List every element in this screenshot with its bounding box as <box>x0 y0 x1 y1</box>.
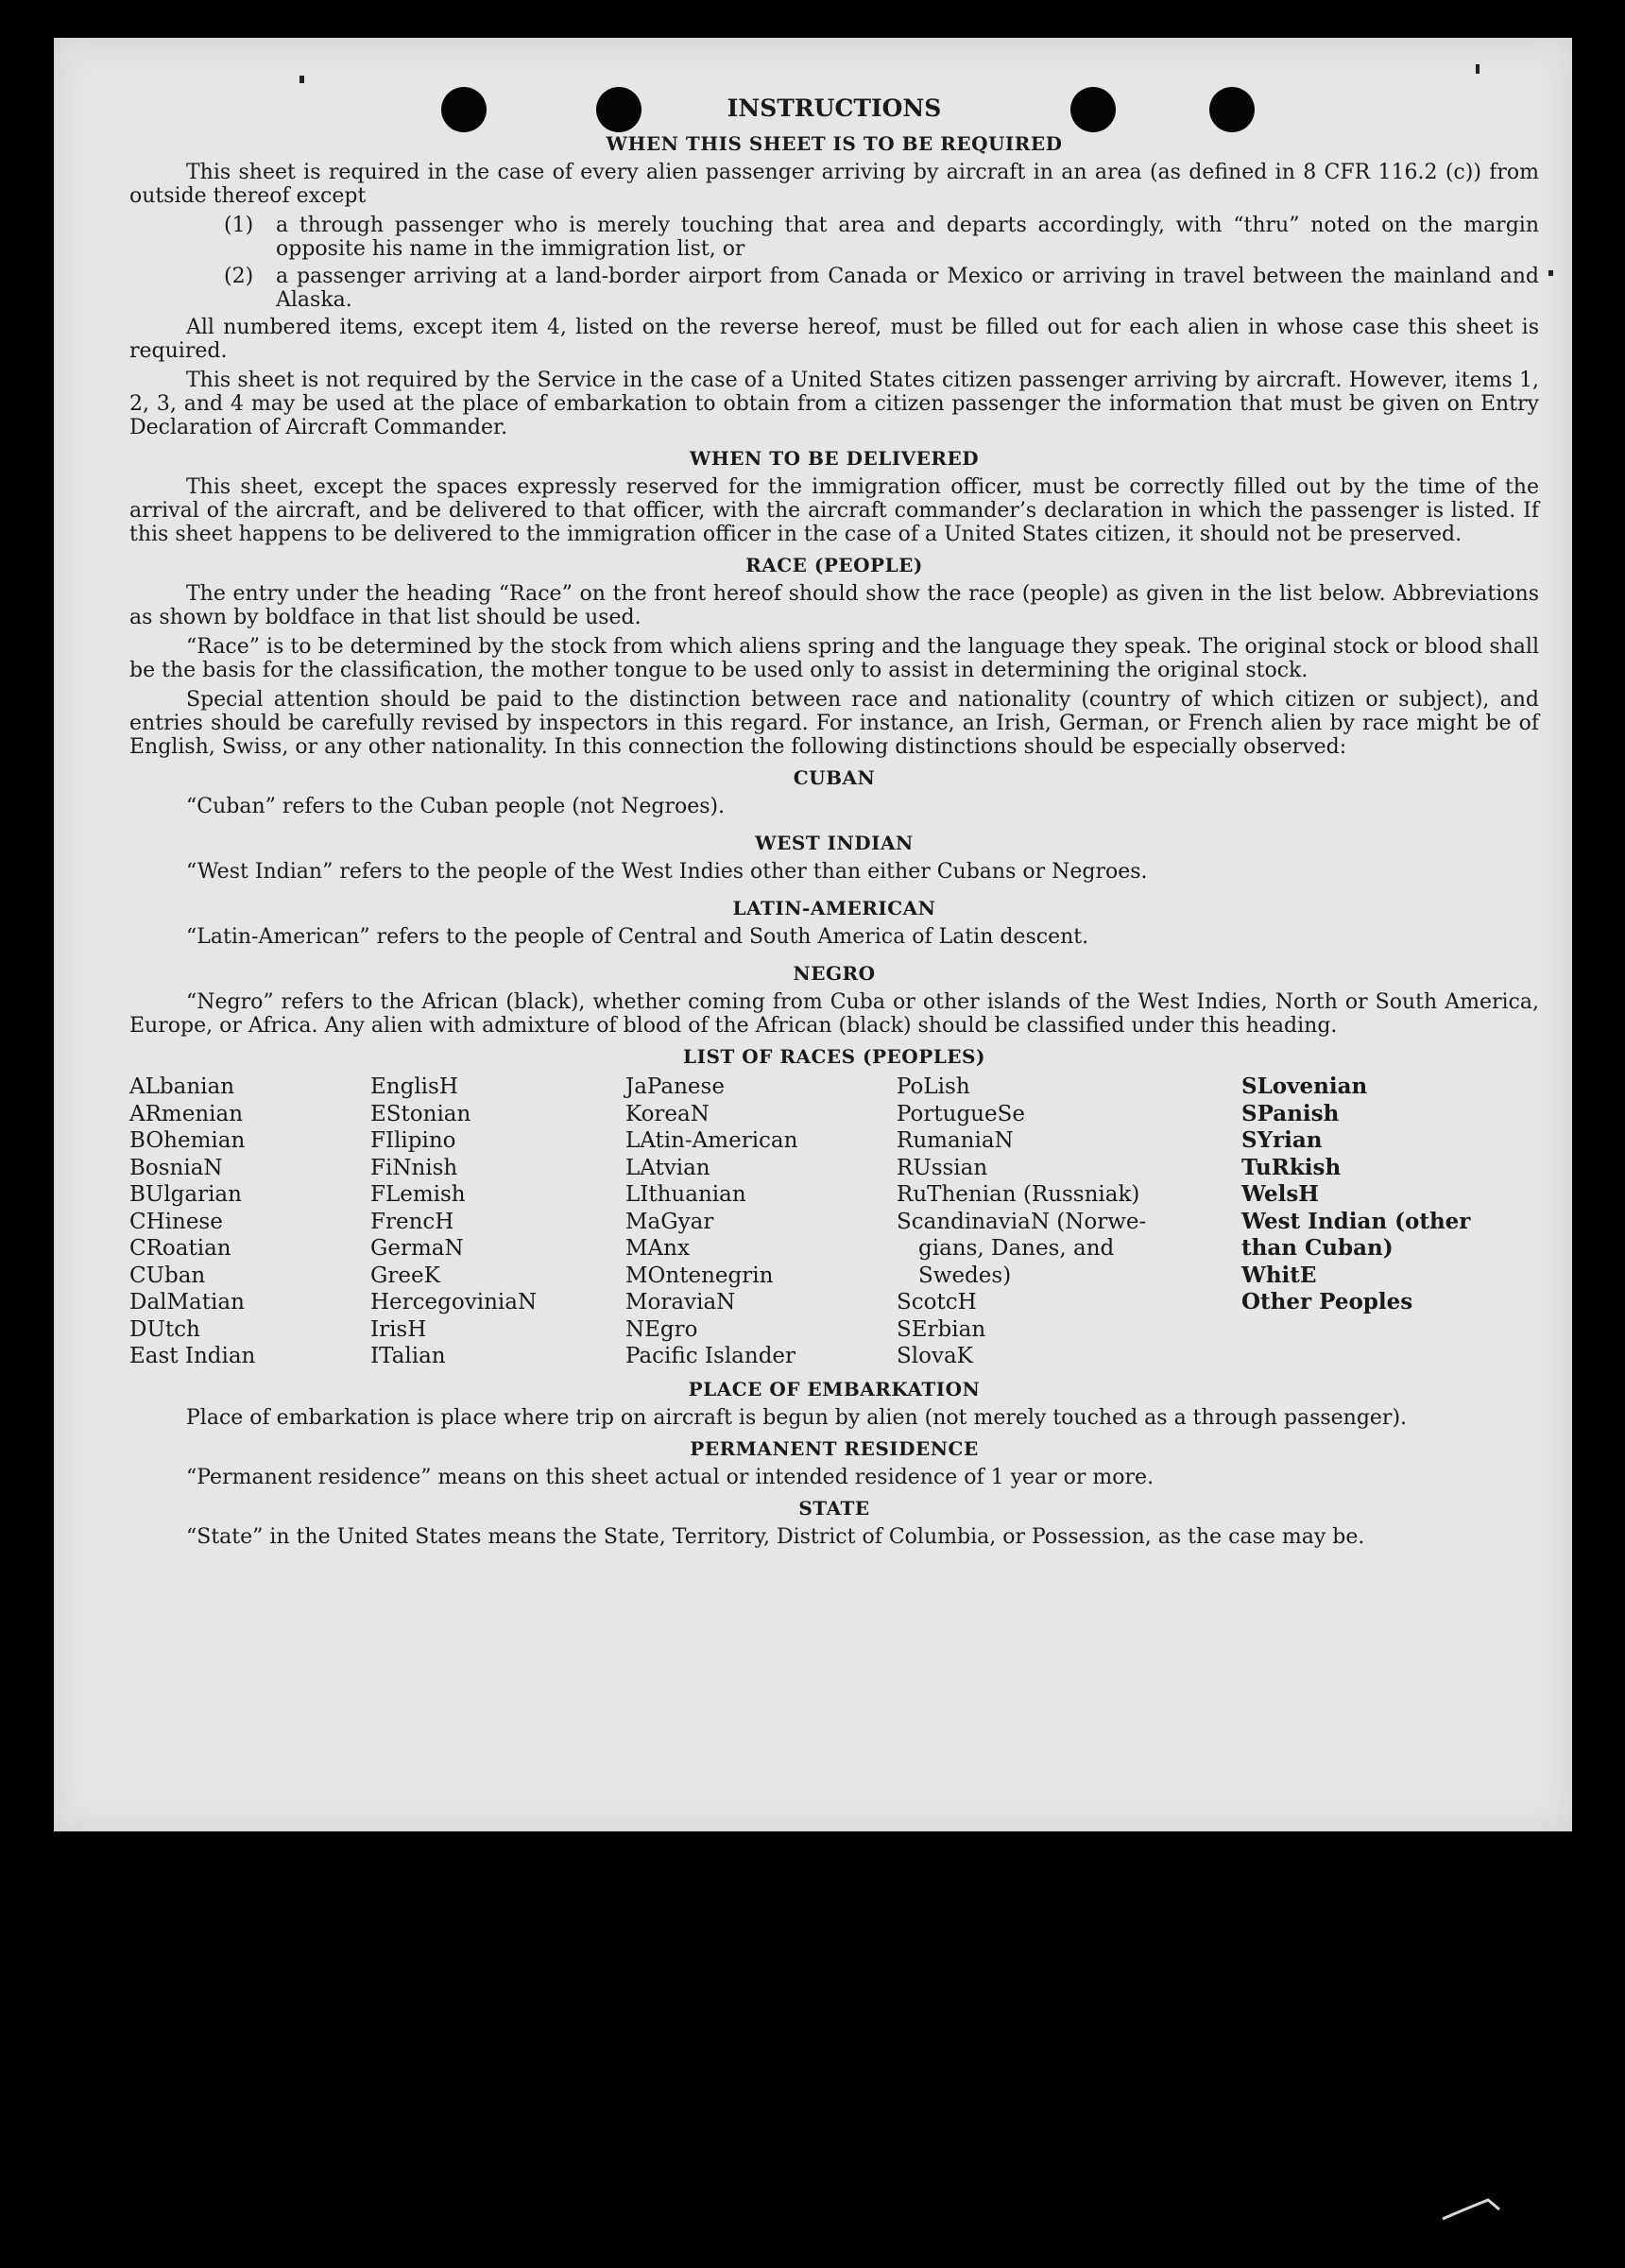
list-number: (2) <box>224 265 254 288</box>
race-entry: RUssian <box>897 1155 988 1180</box>
paragraph: This sheet, except the spaces expressly reserved for the immigration officer, must be correctly filled out by the time of the arrival of the aircraft, and be delivered to that officer, with the aircraft commander’s declaration in which the passenger is listed. If this sheet happens to be delivered to the immigration officer in the case of a United States citizen, it should not be preserved. <box>129 475 1539 546</box>
speck <box>299 76 304 83</box>
race-entry: Pacific Islander <box>625 1344 796 1368</box>
race-entry: ScotcH <box>897 1290 977 1314</box>
race-entry: gians, Danes, and <box>897 1236 1115 1261</box>
list-text: a passenger arriving at a land-border airport from Canada or Mexico or arriving in travel between the mainland and Alaska. <box>276 265 1539 312</box>
race-entry: NEgro <box>625 1316 698 1342</box>
definition: “Latin-American” refers to the people of Central and South America of Latin descent. <box>186 925 1089 949</box>
paragraph: This sheet is not required by the Service in the case of a United States citizen passenger arriving by aircraft. However, items 1, 2, 3, and 4 may be used at the place of embarkation to obtain from a citizen passenger the information that must be given on Entry Declaration of Aircraft Commander. <box>129 369 1539 439</box>
race-entry: ARmenian <box>129 1101 244 1126</box>
race-entry: LAtin-American <box>625 1128 798 1153</box>
subheading-cuban: CUBAN <box>793 766 876 789</box>
race-entry: TuRkish <box>1241 1154 1342 1180</box>
race-entry: CHinese <box>129 1209 223 1234</box>
speck <box>1476 64 1480 74</box>
race-entry: ITalian <box>370 1344 446 1368</box>
stray-mark <box>1441 2191 1516 2228</box>
section-heading-race: RACE (PEOPLE) <box>745 554 923 576</box>
paragraph: “State” in the United States means the State, Territory, District of Columbia, or Possession, as the case may be. <box>186 1524 1365 1549</box>
paragraph: “Permanent residence” means on this sheet actual or intended residence of 1 year or more. <box>186 1465 1155 1489</box>
races-column <box>625 1074 897 1370</box>
race-entry: FLemish <box>370 1182 466 1207</box>
race-entry: MOntenegrin <box>625 1263 774 1288</box>
race-entry: SYrian <box>1241 1127 1323 1153</box>
race-entry: FrencH <box>370 1209 454 1234</box>
race-entry: WhitE <box>1241 1262 1317 1288</box>
race-entry: SPanish <box>1241 1100 1340 1126</box>
race-entry: East Indian <box>129 1344 256 1368</box>
race-entry: FIlipino <box>370 1128 456 1153</box>
section-heading-embarkation: PLACE OF EMBARKATION <box>688 1377 981 1400</box>
list-item <box>224 265 1539 312</box>
race-entry: JaPanese <box>625 1074 725 1099</box>
list-item <box>224 214 1539 261</box>
section-heading-required: WHEN THIS SHEET IS TO BE REQUIRED <box>606 132 1063 155</box>
paragraph: “Race” is to be determined by the stock from which aliens spring and the language they speak. The original stock or blood shall be the basis for the classification, the mother tongue to be used only to assist in determining the original stock. <box>129 635 1539 682</box>
race-entry: MoraviaN <box>625 1290 736 1314</box>
race-entry: RumaniaN <box>897 1128 1014 1153</box>
paragraph: All numbered items, except item 4, listed on the reverse hereof, must be filled out for each alien in whose case this sheet is required. <box>129 316 1539 363</box>
paragraph: Place of embarkation is place where trip on aircraft is begun by alien (not merely touched as a through passenger). <box>186 1405 1408 1430</box>
instruction-sheet <box>54 38 1572 1831</box>
list-text: a through passenger who is merely touching that area and departs accordingly, with “thru” noted on the margin opposite his name in the immigration list, or <box>276 214 1539 261</box>
race-entry: than Cuban) <box>1241 1235 1394 1261</box>
race-entry: FiNnish <box>370 1155 458 1180</box>
race-entry: MaGyar <box>625 1209 714 1234</box>
subheading-latin-american: LATIN-AMERICAN <box>732 897 936 919</box>
race-entry: BOhemian <box>129 1128 246 1153</box>
race-entry: GermaN <box>370 1236 464 1261</box>
section-heading-delivered: WHEN TO BE DELIVERED <box>689 447 980 470</box>
section-heading-residence: PERMANENT RESIDENCE <box>690 1436 979 1460</box>
race-entry: BUlgarian <box>129 1182 242 1207</box>
race-entry: GreeK <box>370 1263 440 1288</box>
race-entry: SlovaK <box>897 1344 973 1368</box>
race-entry: EStonian <box>370 1101 471 1126</box>
races-column <box>897 1074 1241 1370</box>
race-entry: CUban <box>129 1263 206 1288</box>
race-entry: West Indian (other <box>1241 1208 1471 1234</box>
subheading-west-indian: WEST INDIAN <box>755 832 914 854</box>
races-column <box>1241 1074 1492 1370</box>
definition: “Negro” refers to the African (black), whether coming from Cuba or other islands of the West Indies, North or South America, Europe, or Africa. Any alien with admixture of blood of the African (black) should be classified under this heading. <box>129 990 1539 1038</box>
race-entry: DalMatian <box>129 1290 245 1314</box>
subheading-negro: NEGRO <box>793 962 876 985</box>
race-entry: HercegoviniaN <box>370 1290 538 1314</box>
section-heading-state: STATE <box>798 1496 870 1520</box>
race-entry: RuThenian (Russniak) <box>897 1182 1140 1207</box>
speck <box>1548 270 1553 276</box>
race-entry: PoLish <box>897 1074 970 1099</box>
race-entry: IrisH <box>370 1316 427 1342</box>
race-entry: MAnx <box>625 1236 690 1261</box>
race-entry: CRoatian <box>129 1236 231 1261</box>
race-entry: ALbanian <box>129 1074 235 1099</box>
race-entry: LIthuanian <box>625 1182 746 1207</box>
definition: “West Indian” refers to the people of the West Indies other than either Cubans or Negroes. <box>186 860 1148 884</box>
paragraph: This sheet is required in the case of every alien passenger arriving by aircraft in an area (as defined in 8 CFR 116.2 (c)) from outside thereof except <box>129 161 1539 208</box>
instructions-content <box>129 94 1539 1555</box>
race-entry: KoreaN <box>625 1101 710 1126</box>
paragraph: Special attention should be paid to the distinction between race and nationality (country of which citizen or subject), and entries should be carefully revised by inspectors in this regard. For instance, an Irish, German, or French alien by race might be of English, Swiss, or any other nationality. In this connection the following distinctions should be especially observed: <box>129 688 1539 759</box>
list-number: (1) <box>224 214 254 237</box>
list-of-races-heading: LIST OF RACES (PEOPLES) <box>683 1045 985 1068</box>
race-entry: ScandinaviaN (Norwe- <box>897 1209 1147 1234</box>
race-entry: EnglisH <box>370 1074 458 1099</box>
page-title: INSTRUCTIONS <box>727 94 942 122</box>
race-entry: WelsH <box>1241 1181 1320 1207</box>
races-column <box>370 1074 625 1370</box>
race-entry: Swedes) <box>897 1263 1012 1288</box>
races-column <box>129 1074 370 1370</box>
paragraph: The entry under the heading “Race” on the front hereof should show the race (people) as given in the list below. Abbreviations as shown by boldface in that list should be used. <box>129 582 1539 629</box>
definition: “Cuban” refers to the Cuban people (not Negroes). <box>186 795 726 818</box>
race-entry: PortugueSe <box>897 1101 1025 1126</box>
race-entry: SLovenian <box>1241 1074 1368 1099</box>
race-entry: DUtch <box>129 1316 200 1342</box>
race-entry: LAtvian <box>625 1155 710 1180</box>
race-entry: BosniaN <box>129 1155 223 1180</box>
race-entry: Other Peoples <box>1241 1289 1413 1314</box>
races-table <box>129 1074 1539 1370</box>
race-entry: SErbian <box>897 1316 986 1342</box>
